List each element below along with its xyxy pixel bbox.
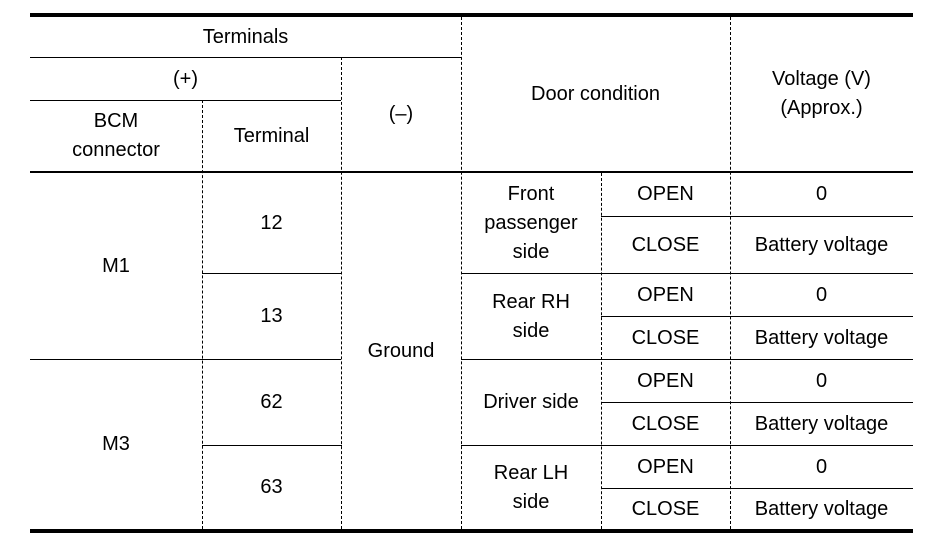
header-door-condition: Door condition xyxy=(531,82,660,105)
terminal-12: 12 xyxy=(260,211,283,234)
voltage-open-1: 0 xyxy=(815,183,828,205)
ground-cell: Ground xyxy=(367,339,435,362)
voltage-close-2: Battery voltage xyxy=(754,326,889,349)
terminal-voltage-table xyxy=(30,13,913,533)
terminal-13: 13 xyxy=(260,305,283,327)
header-minus: (–) xyxy=(388,103,414,125)
header-plus: (+) xyxy=(173,67,198,90)
voltage-open-3: 0 xyxy=(815,369,828,392)
state-open-2: OPEN xyxy=(637,283,694,306)
header-bcm-connector: BCM connector xyxy=(72,110,160,161)
voltage-open-4: 0 xyxy=(815,455,828,478)
header-terminal: Terminal xyxy=(233,124,310,147)
state-close-1: CLOSE xyxy=(631,233,700,256)
terminal-62: 62 xyxy=(260,391,283,413)
door-rear-lh: Rear LH side xyxy=(493,461,569,513)
voltage-close-1: Battery voltage xyxy=(754,233,889,256)
state-open-4: OPEN xyxy=(637,455,694,478)
state-open-1: OPEN xyxy=(637,183,694,205)
header-terminals: Terminals xyxy=(202,25,289,48)
voltage-close-3: Battery voltage xyxy=(754,412,889,435)
connector-m3: M3 xyxy=(102,433,130,455)
voltage-open-2: 0 xyxy=(815,283,828,306)
table-bottom-rule xyxy=(30,529,913,533)
state-close-4: CLOSE xyxy=(631,497,700,520)
door-driver: Driver side xyxy=(483,391,579,413)
state-close-2: CLOSE xyxy=(631,326,700,349)
voltage-close-4: Battery voltage xyxy=(754,497,889,520)
header-voltage: Voltage (V) (Approx.) xyxy=(772,68,871,119)
door-rear-rh: Rear RH side xyxy=(492,290,570,342)
connector-m1: M1 xyxy=(102,254,130,277)
door-front-passenger: Front passenger side xyxy=(484,182,578,263)
state-open-3: OPEN xyxy=(637,369,694,392)
terminal-63: 63 xyxy=(260,476,283,498)
state-close-3: CLOSE xyxy=(631,412,700,435)
